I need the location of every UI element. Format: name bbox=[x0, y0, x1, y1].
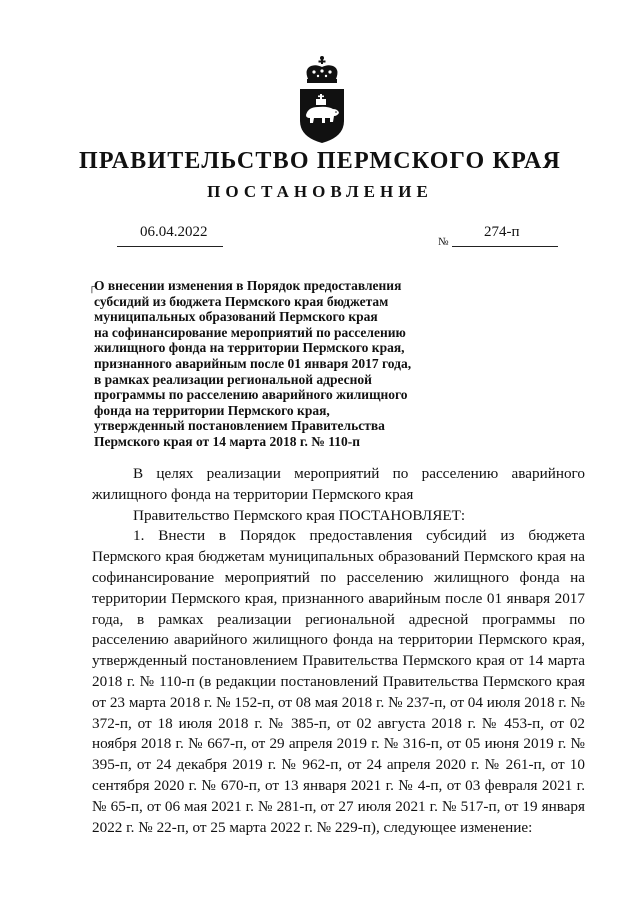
number-sign: № bbox=[438, 236, 449, 248]
paragraph-preamble: В целях реализации мероприятий по расселению аварийного жилищного фонда на территории Пермского края bbox=[92, 465, 585, 503]
number-underline bbox=[452, 246, 558, 247]
document-date: 06.04.2022 bbox=[140, 224, 208, 240]
paragraph-resolves: Правительство Пермского края ПОСТАНОВЛЯЕТ: bbox=[133, 506, 466, 524]
coat-of-arms-icon bbox=[298, 55, 346, 145]
document-number: 274-п bbox=[484, 224, 520, 240]
date-underline bbox=[117, 246, 223, 247]
government-title: ПРАВИТЕЛЬСТВО ПЕРМСКОГО КРАЯ bbox=[78, 148, 562, 174]
paragraph-item-1: 1. Внести в Порядок предоставления субсидий из бюджета Пермского края бюджетам муниципальных образований Пермского края на софинансирование мероприятий по расселению жилищного фонда на территории Пермского края, признанного аварийным после 01 января 2017 года, в рамках реализации региональной адресной программы по расселению аварийного жилищного фонда на территории Пермского края, утвержденный постановлением Правительства Пермского края от 14 марта 2018 г. № 110-п (в редакции постановлений Правительства Пермского края от 23 марта 2018 г. № 152-п, от 08 мая 2018 г. № 237-п, от 04 июля 2018 г. № 372-п, от 18 июля 2018 г. № 385-п, от 02 августа 2018 г. № 453-п, от 02 ноября 2018 г. № 667-п, от 29 апреля 2019 г. № 316-п, от 05 июня 2019 г. № 395-п, от 24 декабря 2019 г. № 962-п, от 24 апреля 2020 г. № 261-п, от 10 сентября 2020 г. № 670-п, от 13 января 2021 г. № 4-п, от 03 февраля 2021 г. № 65-п, от 06 мая 2021 г. № 281-п, от 27 июля 2021 г. № 517-п, от 19 января 2022 г. № 22-п, от 25 марта 2022 г. № 229-п), следующее изменение: bbox=[92, 527, 585, 836]
document-type: ПОСТАНОВЛЕНИЕ bbox=[207, 182, 433, 201]
subject-corner-left-mark: ┌ bbox=[88, 281, 96, 293]
document-subject: О внесении изменения в Порядок предоставления субсидий из бюджета Пермского края бюджетам муниципальных образований Пермского края на софинансирование мероприятий по расселению жилищного фонда на территории Пермского края, признанного аварийным после 01 января 2017 года, в рамках реализации региональной адресной программы по расселению аварийного жилищного фонда на территории Пермского края, утвержденный постановлением Правительства Пермского края от 14 марта 2018 г. № 110-п bbox=[94, 278, 412, 449]
document-body bbox=[92, 464, 585, 838]
